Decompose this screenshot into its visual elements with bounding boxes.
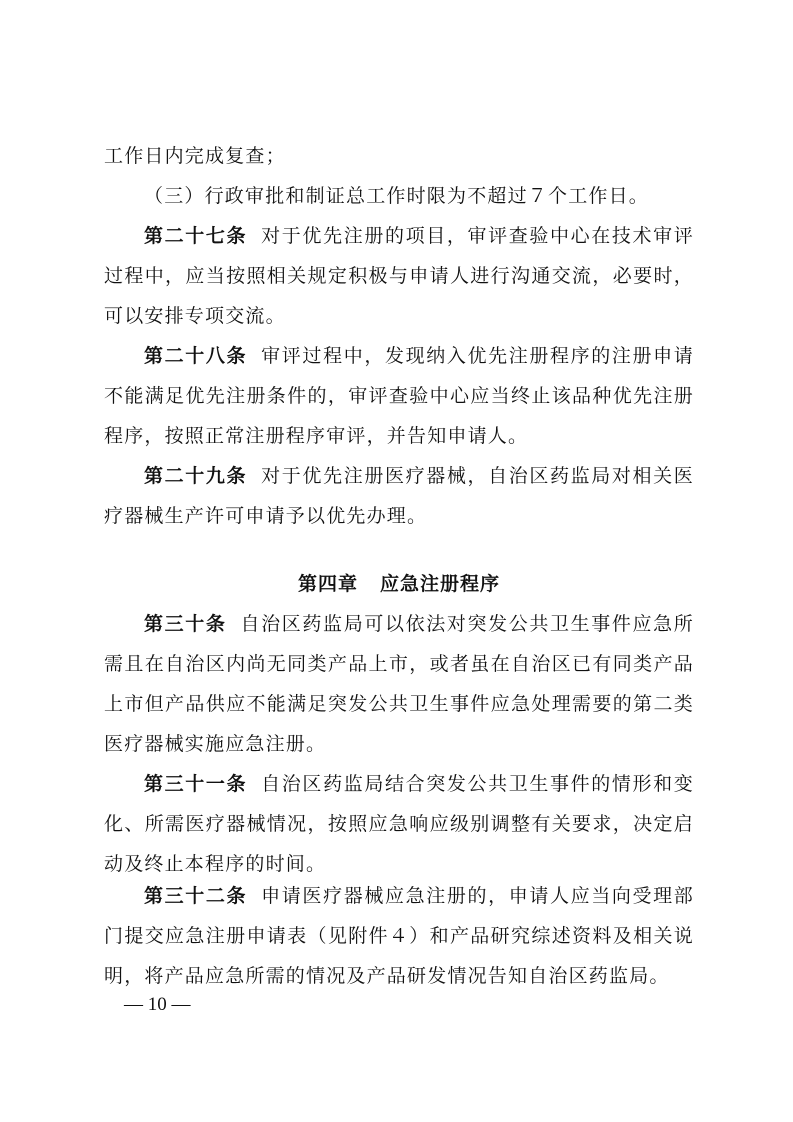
- article-text: 自治区药监局可以依法对突发公共卫生事件应急所需且在自治区内尚无同类产品上市，或者虽在自治区已有同类产品上市但产品供应不能满足突发公共卫生事件应急处理需要的第二类医疗器械实施应急注册。: [104, 613, 694, 755]
- article-text: 对于优先注册医疗器械，自治区药监局对相关医疗器械生产许可申请予以优先办理。: [104, 465, 694, 527]
- article-31: [104, 764, 694, 884]
- chapter-title: 应急注册程序: [380, 573, 501, 595]
- article-27: [104, 216, 694, 336]
- article-text: 申请医疗器械应急注册的，申请人应当向受理部门提交应急注册申请表（见附件４）和产品研究综述资料及相关说明，将产品应急所需的情况及产品研发情况告知自治区药监局。: [104, 885, 694, 987]
- article-number: 第三十条: [144, 613, 227, 635]
- article-30: [104, 604, 694, 764]
- chapter-heading: [104, 564, 694, 604]
- article-number: 第二十九条: [144, 465, 248, 487]
- page-number: — 10 —: [124, 994, 191, 1015]
- article-text: 对于优先注册的项目，审评查验中心在技术审评过程中，应当按照相关规定积极与申请人进行沟通交流，必要时，可以安排专项交流。: [104, 225, 694, 327]
- paragraph-text: 工作日内完成复查；: [104, 145, 286, 167]
- article-number: 第三十一条: [144, 773, 248, 795]
- article-28: [104, 336, 694, 456]
- paragraph-text: （三）行政审批和制证总工作时限为不超过７个工作日。: [144, 185, 650, 207]
- article-text: 审评过程中，发现纳入优先注册程序的注册申请不能满足优先注册条件的，审评查验中心应当终止该品种优先注册程序，按照正常注册程序审评，并告知申请人。: [104, 345, 694, 447]
- chapter-number: 第四章: [297, 573, 358, 595]
- article-number: 第二十七条: [144, 225, 248, 247]
- article-number: 第三十二条: [144, 885, 248, 907]
- article-number: 第二十八条: [144, 345, 248, 367]
- paragraph-item-three: [104, 176, 694, 216]
- article-text: 自治区药监局结合突发公共卫生事件的情形和变化、所需医疗器械情况，按照应急响应级别调整有关要求，决定启动及终止本程序的时间。: [104, 773, 694, 875]
- paragraph-continuation: [104, 136, 694, 176]
- article-32: [104, 876, 694, 996]
- article-29: [104, 456, 694, 536]
